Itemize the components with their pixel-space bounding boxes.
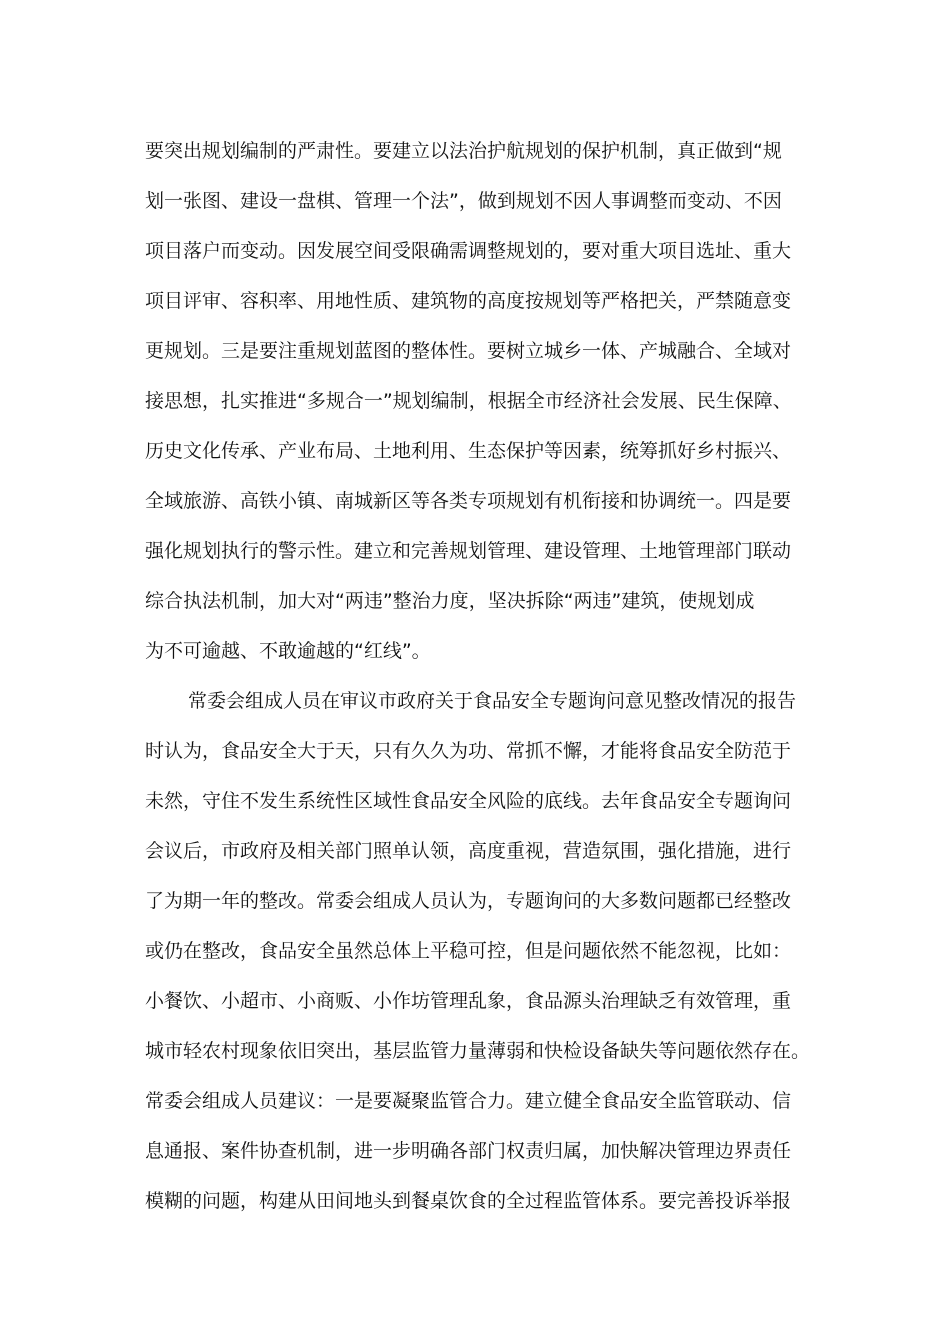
paragraph-2-line-11: 模糊的问题，构建从田间地头到餐桌饮食的全过程监管体系。要完善投诉举报 [145,1190,792,1212]
paragraph-2-line-10: 息通报、案件协查机制，进一步明确各部门权责归属，加快解决管理边界责任 [145,1140,792,1162]
paragraph-1-line-11: 为不可逾越、不敢逾越的“红线”。 [145,640,431,662]
paragraph-1-line-5: 更规划。三是要注重规划蓝图的整体性。要树立城乡一体、产城融合、全域对 [145,340,792,362]
paragraph-2-line-2: 时认为，食品安全大于天，只有久久为功、常抓不懈，才能将食品安全防范于 [145,740,792,762]
paragraph-2-line-8: 城市轻农村现象依旧突出，基层监管力量薄弱和快检设备缺失等问题依然存在。 [145,1040,811,1062]
paragraph-1-line-3: 项目落户而变动。因发展空间受限确需调整规划的，要对重大项目选址、重大 [145,240,792,262]
paragraph-1-line-7: 历史文化传承、产业布局、土地利用、生态保护等因素，统筹抓好乡村振兴、 [145,440,792,462]
paragraph-2-line-6: 或仍在整改，食品安全虽然总体上平稳可控，但是问题依然不能忽视，比如： [145,940,792,962]
paragraph-2-line-3: 未然，守住不发生系统性区域性食品安全风险的底线。去年食品安全专题询问 [145,790,792,812]
paragraph-1-line-10: 综合执法机制，加大对“两违”整治力度，坚决拆除“两违”建筑，使规划成 [145,590,755,612]
paragraph-1-line-2: 划一张图、建设一盘棋、管理一个法”，做到规划不因人事调整而变动、不因 [145,190,782,212]
paragraph-1-line-9: 强化规划执行的警示性。建立和完善规划管理、建设管理、土地管理部门联动 [145,540,792,562]
paragraph-2-line-1: 常委会组成人员在审议市政府关于食品安全专题询问意见整改情况的报告 [188,690,797,712]
paragraph-2-line-7: 小餐饮、小超市、小商贩、小作坊管理乱象，食品源头治理缺乏有效管理，重 [145,990,792,1012]
paragraph-1-line-6: 接思想，扎实推进“多规合一”规划编制，根据全市经济社会发展、民生保障、 [145,390,792,412]
paragraph-1-line-4: 项目评审、容积率、用地性质、建筑物的高度按规划等严格把关，严禁随意变 [145,290,792,312]
paragraph-2-line-4: 会议后，市政府及相关部门照单认领，高度重视，营造氛围，强化措施，进行 [145,840,792,862]
paragraph-2-line-5: 了为期一年的整改。常委会组成人员认为，专题询问的大多数问题都已经整改 [145,890,792,912]
paragraph-2-line-9: 常委会组成人员建议：一是要凝聚监管合力。建立健全食品安全监管联动、信 [145,1090,792,1112]
paragraph-1-line-1: 要突出规划编制的严肃性。要建立以法治护航规划的保护机制，真正做到“规 [145,140,782,162]
paragraph-1-line-8: 全域旅游、高铁小镇、南城新区等各类专项规划有机衔接和协调统一。四是要 [145,490,792,512]
